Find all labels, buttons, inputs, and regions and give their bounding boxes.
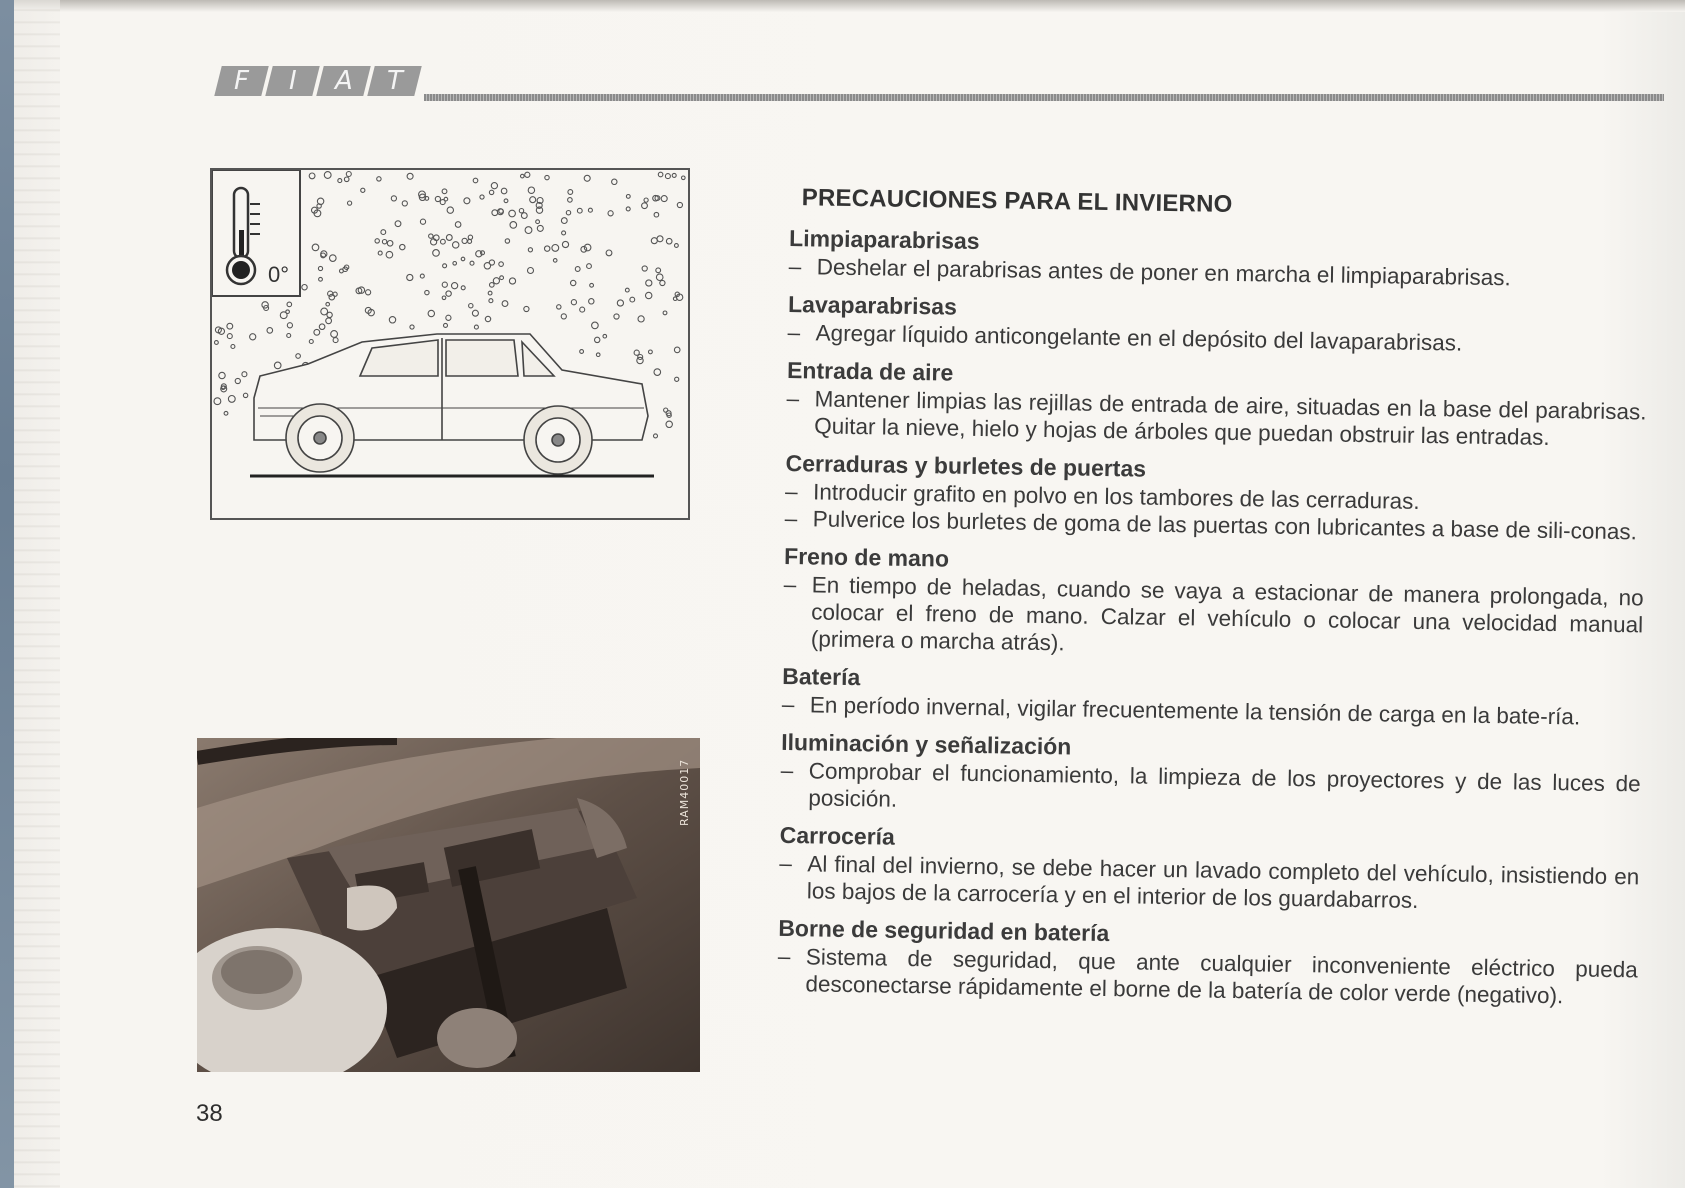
snowflake [410,325,414,329]
logo-letter: A [316,66,370,96]
list-item: – Sistema de seguridad, que ante cualquier inconveniente eléctrico pueda desconectarse rápidamente el borne de la batería de color verde (negativo). [777,943,1638,1009]
snowflake [488,291,492,295]
section-heading: Lavaparabrisas [787,290,958,320]
snowflake [377,177,381,181]
snowflake [665,174,670,179]
snowflake [571,300,576,305]
snowflake [646,280,652,286]
snowflake [420,274,424,278]
snowflake [442,189,447,194]
section-heading: Batería [782,662,861,691]
snowflake [500,276,504,280]
snowflake [625,288,629,292]
snowflake [509,278,515,284]
section-heading: Iluminación y señalización [781,728,1072,760]
snowflake [348,201,352,205]
winter-precautions-content [777,184,1650,1020]
snowflake [250,334,256,340]
snowflake [333,338,338,343]
snowflake [562,241,568,247]
snowflake [312,244,319,251]
snowflake [425,290,429,294]
list-item: – Deshelar el parabrisas antes de poner en marcha el limpiaparabrisas. [788,253,1511,291]
snowflake [464,198,470,204]
snowflake [400,244,405,249]
snowflake [596,353,600,357]
snowflake [501,188,507,194]
snowflake [521,174,525,178]
snowflake [575,267,580,272]
snowflake [473,178,478,183]
snowflake [468,235,472,239]
snowflake [677,202,682,207]
snowflake [395,221,401,227]
snowflake [603,334,607,338]
section-limpiaparabrisas [788,224,1649,294]
snowflake [528,187,534,193]
snowflake [504,199,508,203]
snowflake [497,209,503,215]
snowflake [443,264,447,268]
list-item: – Mantener limpias las rejillas de entrada de aire, situadas en la base del parabrisas. Quitar la nieve, hielo y hojas de árboles que puedan obstruir las entradas. [786,385,1647,450]
snowflake [491,183,497,189]
snowflake [314,329,320,335]
snowflake [227,334,232,339]
snowflake [561,314,566,319]
section-title: PRECAUCIONES PARA EL INVIERNO [801,184,1233,218]
fiat-logo [218,66,418,96]
section-freno-de-mano [783,542,1645,665]
snowflake [590,283,594,287]
snowflake [552,245,559,252]
snowflake [664,408,668,412]
snowflake [525,227,532,234]
snowflake [381,230,386,235]
snowflake [484,263,490,269]
snowflake [344,177,349,182]
snowflake [280,312,287,319]
section-heading: Freno de mano [783,542,950,572]
logo-letter: T [367,66,421,96]
snowflake [649,350,653,354]
snowflake [584,175,590,181]
section-lavaparabrisas [787,290,1648,360]
snowflake [219,372,225,378]
section-borne-de-seguridad [777,914,1638,1010]
snowflake [431,239,437,245]
snowflake [654,212,659,217]
snowflake [617,300,623,306]
snowflake [630,297,635,302]
snowflake [446,315,451,320]
header-rule [424,94,1664,101]
snowflake [682,176,686,180]
snowflake [519,209,523,213]
section-bateria [782,662,1643,732]
section-heading: Entrada de aire [786,356,954,386]
snowflake [521,213,527,219]
snowflake [626,195,630,199]
snowflake [493,278,499,284]
snowflake [490,283,495,288]
snowflake [420,219,425,224]
snowflake [382,240,386,244]
snowflake [462,238,467,243]
page-edges [14,0,60,1188]
snowflake [442,296,446,300]
snowflake [606,250,612,256]
snowflake [446,291,451,296]
section-heading: Cerraduras y burletes de puertas [785,449,1147,482]
section-cerraduras [785,449,1646,545]
snowflake [646,292,652,298]
snowflake [509,210,516,217]
snowflake [656,268,661,273]
snowflake [330,255,337,262]
snowflake [528,248,532,252]
snowflake [453,262,457,266]
snowflake [657,236,663,242]
list-item: – En tiempo de heladas, cuando se vaya a estacionar de manera prolongada, no colocar el freno de mano. Calzar el vehículo o colocar una velocidad manual (primera o marcha atrás). [783,571,1644,656]
snowflake [274,362,281,369]
snowflake [587,264,592,269]
snowflake [566,211,570,215]
snowflake [562,231,566,235]
page-top-shadow [0,0,1685,12]
snowflake [321,308,328,315]
snowflake [644,198,648,202]
snowflake [407,173,413,179]
logo-letter: I [265,66,319,96]
snowflake [391,196,396,201]
list-item: – Pulverice los burletes de goma de las puertas con lubricantes a base de sili-conas. [784,505,1638,545]
snowflake [407,274,413,280]
engine-bay-image [197,738,700,1072]
snowflake [525,172,530,177]
photo-reference-code: RAM40017 [678,758,691,826]
snowflake [287,334,291,338]
snowflake [444,323,448,327]
snowflake [319,277,323,281]
snowflake [612,179,617,184]
snowflake [557,305,561,309]
snowflake [499,262,504,267]
snowflake [326,302,330,306]
snowflake [338,179,342,183]
snowflake [328,291,333,296]
section-heading: Borne de seguridad en batería [778,914,1110,947]
snowflake [588,208,592,212]
section-iluminacion [780,728,1641,824]
snowflake [453,242,459,248]
snowflake [455,222,461,228]
snowflake [536,220,540,224]
snowflake [366,290,371,295]
snowflake [656,274,663,281]
snowflake [442,282,447,287]
snowflake [561,218,567,224]
snowflake [545,246,550,251]
snowflake [589,299,594,304]
snowflake [505,239,509,243]
snowflake [481,251,485,255]
snowflake [592,322,599,329]
snowflake [474,325,478,329]
section-entrada-de-aire [786,356,1647,452]
snowflake [375,239,379,243]
snowflake [608,211,613,216]
snowflake [502,301,508,307]
snowflake [660,280,665,285]
snowflake [480,195,484,199]
snowflake [637,357,643,363]
snowflake [262,302,268,308]
snowflake [243,393,247,397]
list-item: – Al final del invierno, se debe hacer un lavado completo del vehículo, insistiendo en los bajos de la carrocería y en el interior de los guardabarros. [779,850,1640,913]
snowflake [228,396,235,403]
snowflake [224,411,228,415]
snowflake [661,196,667,202]
snowflake [440,200,445,205]
section-carroceria [779,821,1640,917]
snowflake [296,354,301,359]
snowflake [489,190,493,194]
snowflake [545,175,549,179]
snowflake [530,197,536,203]
snowflake [361,188,365,192]
snowflake [428,310,434,316]
snowflake [614,314,619,319]
snowflake [675,377,679,381]
snowflake [672,173,676,177]
snowflake [673,297,677,301]
snowflake [402,201,407,206]
snowflake [433,250,440,257]
snowflake [638,316,644,322]
section-heading: Limpiaparabrisas [788,224,980,254]
section-heading: Carrocería [779,821,896,850]
snowflake [231,345,235,349]
snowflake [666,238,672,244]
snowflake [309,173,315,179]
snowflake [571,280,576,285]
snowflake [287,323,292,328]
snowflake [389,317,395,323]
snowflake [553,259,557,263]
snowflake [267,328,273,334]
list-item: – En período invernal, vigilar frecuentemente la tensión de carga en la bate-ría. [781,691,1581,730]
snowflake [447,207,453,213]
book-binding [0,0,14,1188]
snowflake [214,398,221,405]
snowflake [309,340,313,344]
snowflake [584,244,591,251]
snowflake [215,341,219,345]
snowflake [568,198,573,203]
snowflake [568,190,573,195]
snowflake [654,369,661,376]
snowflake [461,257,465,261]
snowflake [492,210,498,216]
snowflake [452,283,458,289]
list-item: – Agregar líquido anticongelante en el depósito del lavaparabrisas. [787,319,1463,356]
snowflake [429,234,433,238]
snowflake [386,251,393,258]
snowflake [287,302,292,307]
snowflake [524,306,529,311]
snowflake [654,434,658,438]
snowflake [674,347,680,353]
battery-photo [197,738,700,1072]
snowflake [242,372,247,377]
snowflake [319,324,325,330]
car-in-snow-drawing [212,170,688,518]
snowflake [658,172,663,177]
snowflake [577,208,582,213]
snowflake [227,323,233,329]
snowflake [470,261,474,265]
snowflake [595,337,600,342]
snowflake [235,378,240,383]
logo-letter: F [214,66,268,96]
sedan-car [254,334,648,474]
snowflake [651,238,657,244]
snowflake [580,307,585,312]
winter-car-illustration [210,168,690,520]
snowflake [642,266,647,271]
snowflake [446,235,452,241]
list-item: – Introducir grafito en polvo en los tambores de las cerraduras. [784,478,1420,514]
snowflake [468,239,472,243]
snowflake [378,251,382,255]
snowflake [331,331,338,338]
snowflake [675,244,679,248]
snowflake [626,207,630,211]
snowflake [510,222,517,229]
snowflake [537,225,543,231]
snowflake [302,285,307,290]
snowflake [485,316,490,321]
temperature-label: 0° [268,262,290,287]
snowflake [642,203,648,209]
snowflake [324,172,331,179]
snowflake [346,172,351,177]
snowflake [326,318,332,324]
snowflake [435,196,440,201]
snowflake [469,304,473,308]
snowflake [666,421,672,427]
snowflake [461,286,465,290]
list-item: – Comprobar el funcionamiento, la limpieza de los proyectores y de las luces de posición. [780,757,1641,812]
snowflake [663,311,667,315]
page-number: 38 [196,1100,223,1127]
snowflake [318,266,322,270]
snowflake [580,350,584,354]
snowflake [472,310,478,316]
snowflake [489,299,493,303]
snowflake [441,239,446,244]
snowflake [387,241,393,247]
snowflake [528,268,534,274]
